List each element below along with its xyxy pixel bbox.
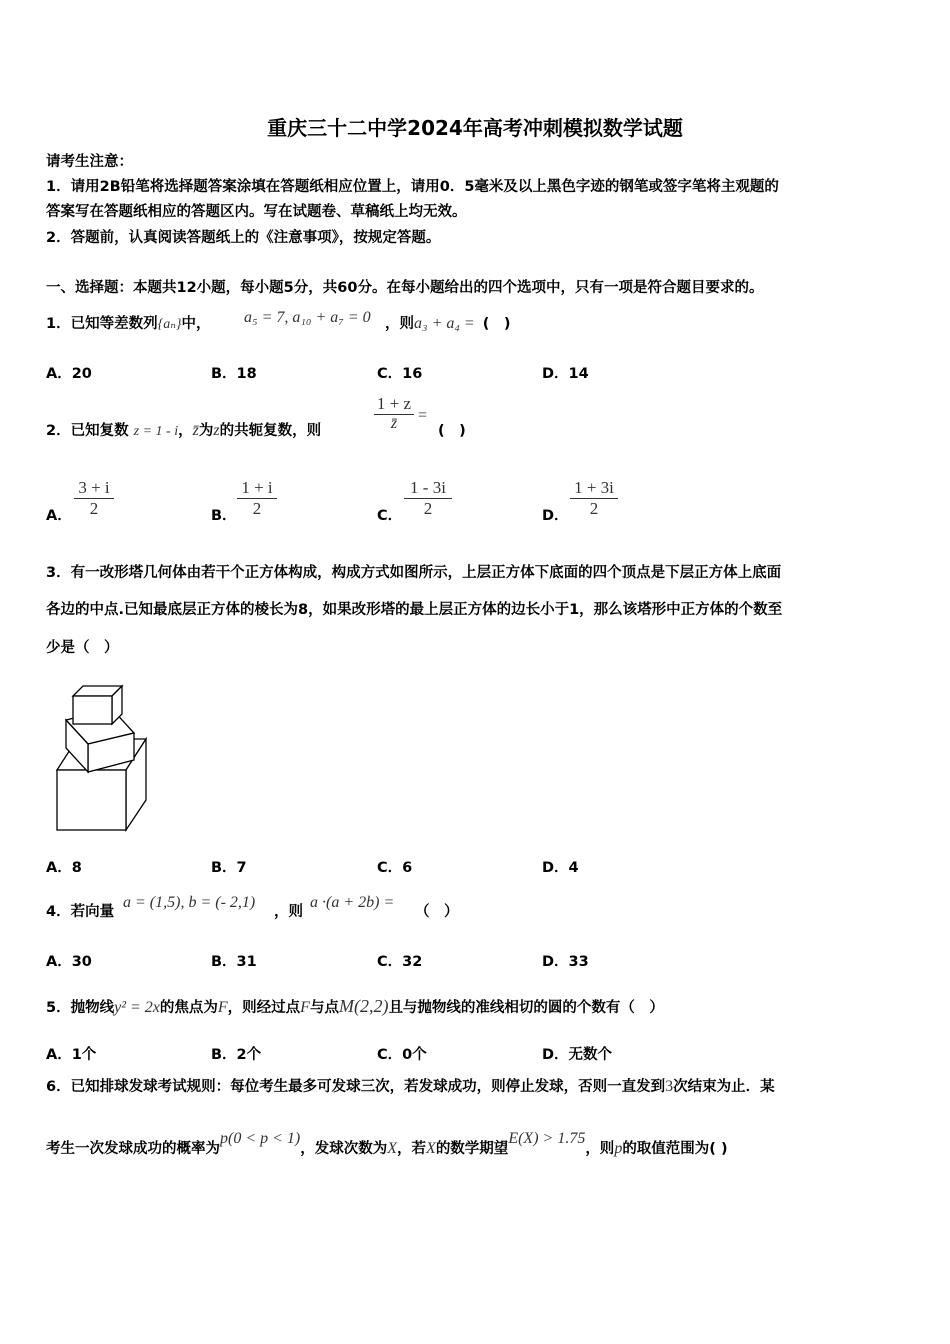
page-title: 重庆三十二中学2024年高考冲刺模拟数学试题 bbox=[267, 116, 683, 140]
q2-mid2: 的共轭复数，则 bbox=[219, 423, 322, 439]
q5-t1: 的焦点为 bbox=[159, 1000, 218, 1016]
q4-paren: （ ） bbox=[415, 904, 459, 920]
q3-line-2: 各边的中点.已知最底层正方体的棱长为8，如果改形塔的最上层正方体的边长小于1，那么该塔形中正方体的个数至 bbox=[46, 602, 783, 618]
q5-t2: ，则经过点 bbox=[227, 1000, 301, 1016]
q6-l2-c: ，若 bbox=[397, 1141, 427, 1157]
q1-prefix: 1．已知等差数列 bbox=[46, 316, 158, 332]
notice-item-1-line-1: 1．请用2B铅笔将选择题答案涂填在答题纸相应位置上，请用0．5毫米及以上黑色字迹的钢笔或签字笔将主观题的 bbox=[46, 179, 779, 195]
q2-option-c-label: C． bbox=[377, 508, 403, 524]
q1-option-a: A．20 bbox=[46, 366, 92, 382]
q6-line-1 bbox=[46, 1077, 775, 1097]
q4-option-a: A．30 bbox=[46, 954, 92, 970]
q2-option-a-label: A． bbox=[46, 508, 72, 524]
q6-line-2 bbox=[46, 1130, 728, 1159]
q2-zbar: z̄ bbox=[192, 422, 199, 439]
q2-z: z bbox=[213, 422, 220, 439]
question-1 bbox=[46, 314, 210, 335]
q1-condition bbox=[244, 308, 371, 328]
notice-item-1-line-2: 答案写在答题纸相应的答题区内。写在试题卷、草稿纸上均无效。 bbox=[46, 204, 467, 220]
q4-expr bbox=[310, 893, 394, 913]
q6-line-1-a: 6．已知排球发球考试规则：每位考生最多可发球三次，若发球成功，则停止发球，否则一直发到 bbox=[46, 1079, 666, 1095]
q2-paren: ( ) bbox=[438, 423, 466, 439]
q5-t3: 与点 bbox=[309, 1000, 339, 1016]
q1-ask bbox=[385, 314, 510, 334]
q1-option-c: C．16 bbox=[377, 366, 423, 382]
q6-p-condition: p(0 < p < 1) bbox=[220, 1130, 301, 1147]
top-cube-front bbox=[73, 696, 112, 724]
q2-option-a-den: 2 bbox=[89, 499, 99, 518]
notice-item-2: 2．答题前，认真阅读答题纸上的《注意事项》，按规定答题。 bbox=[46, 230, 441, 246]
q3-option-b: B．7 bbox=[211, 860, 247, 876]
q3-option-c: C．6 bbox=[377, 860, 413, 876]
tower-figure bbox=[52, 682, 152, 834]
q2-option-d-label: D． bbox=[542, 508, 569, 524]
q3-option-a: A．8 bbox=[46, 860, 82, 876]
q4-option-c: C．32 bbox=[377, 954, 423, 970]
notice-heading: 请考生注意： bbox=[46, 154, 133, 170]
q1-then: ，则 bbox=[385, 316, 414, 332]
q6-expectation: E(X) > 1.75 bbox=[508, 1130, 586, 1147]
q6-x-1: X bbox=[387, 1140, 398, 1157]
q1-condition-math: a₅ = 7, a₁₀ + a₇ = 0 bbox=[244, 309, 371, 326]
q5-focus-1: F bbox=[217, 999, 228, 1016]
q6-l2-e: ，则 bbox=[585, 1141, 615, 1157]
q2-option-b-num: 1 + i bbox=[241, 478, 273, 497]
q2-z-def: z = 1 - i bbox=[133, 424, 179, 439]
q2-prefix: 2．已知复数 bbox=[46, 423, 129, 439]
q4-option-b: B．31 bbox=[211, 954, 257, 970]
q2-option-b-den: 2 bbox=[252, 499, 262, 518]
q2-frac-den: z̄ bbox=[390, 415, 398, 432]
q2-frac-num: 1 + z bbox=[376, 394, 412, 413]
q6-l2-d: 的数学期望 bbox=[435, 1141, 509, 1157]
q2-fraction bbox=[374, 394, 414, 433]
q2-option-c-fraction bbox=[404, 478, 452, 519]
q6-l2-a: 考生一次发球成功的概率为 bbox=[46, 1141, 220, 1157]
q4-expr-math: a ·(a + 2b) = bbox=[310, 894, 395, 911]
q1-paren: ( ) bbox=[482, 316, 511, 332]
q5-parabola: y² = 2x bbox=[114, 999, 160, 1016]
q2-eq-sign: = bbox=[418, 407, 428, 424]
q5-focus-2: F bbox=[300, 999, 310, 1016]
q6-line-1-b: 次结束为止．某 bbox=[673, 1079, 775, 1095]
q5-option-a: A．1个 bbox=[46, 1047, 97, 1063]
q1-ask-math: a₃ + a₄ = bbox=[414, 315, 475, 332]
q4-vectors bbox=[123, 893, 255, 913]
bottom-cube-front bbox=[57, 770, 126, 830]
q5-t4: 且与抛物线的准线相切的圆的个数有（ ） bbox=[388, 1000, 664, 1016]
q6-x-2: X bbox=[426, 1140, 436, 1157]
q2-option-d-num: 1 + 3i bbox=[574, 478, 614, 497]
q4-then: ，则 bbox=[274, 904, 303, 920]
q3-line-1: 3．有一改形塔几何体由若干个正方体构成，构成方式如图所示，上层正方体下底面的四个顶点是下层正方体上底面 bbox=[46, 565, 782, 581]
q5-option-c: C．0个 bbox=[377, 1047, 427, 1063]
q1-sequence: {aₙ} bbox=[157, 317, 182, 332]
q5-option-b: B．2个 bbox=[211, 1047, 262, 1063]
section-heading: 一、选择题：本题共12小题，每小题5分，共60分。在每小题给出的四个选项中，只有一项是符合题目要求的。 bbox=[46, 280, 764, 296]
q2-option-c-den: 2 bbox=[423, 499, 433, 518]
q3-line-3: 少是（ ） bbox=[46, 640, 119, 656]
q6-l2-b: ，发球次数为 bbox=[300, 1141, 388, 1157]
q2-eq bbox=[418, 406, 427, 426]
q3-option-d: D．4 bbox=[542, 860, 579, 876]
q2-mid: 为 bbox=[198, 423, 214, 439]
q6-three: 3 bbox=[665, 1078, 674, 1095]
q6-p: p bbox=[614, 1140, 623, 1157]
q5-prefix: 5．抛物线 bbox=[46, 1000, 115, 1016]
q2-option-b-label: B． bbox=[211, 508, 237, 524]
q1-option-b: B．18 bbox=[211, 366, 257, 382]
q4-prefix: 4．若向量 bbox=[46, 904, 115, 920]
q4-vectors-math: a = (1,5), b = (- 2,1) bbox=[123, 894, 256, 911]
q2-option-c-num: 1 - 3i bbox=[410, 478, 446, 497]
q1-mid: 中， bbox=[181, 316, 211, 332]
q4-option-d: D．33 bbox=[542, 954, 589, 970]
q1-option-d: D．14 bbox=[542, 366, 589, 382]
q5-point-m: M(2,2) bbox=[338, 996, 389, 1016]
q2-sep: ， bbox=[178, 423, 193, 439]
q2-option-d-den: 2 bbox=[589, 499, 599, 518]
q2-option-a-fraction bbox=[74, 478, 114, 519]
question-2 bbox=[46, 421, 321, 442]
question-5 bbox=[46, 996, 664, 1018]
q2-option-d-fraction bbox=[570, 478, 618, 519]
q2-option-b-fraction bbox=[237, 478, 277, 519]
q6-l2-f: 的取值范围为( ) bbox=[622, 1141, 728, 1157]
q5-option-d: D．无数个 bbox=[542, 1047, 613, 1063]
q2-option-a-num: 3 + i bbox=[78, 478, 110, 497]
